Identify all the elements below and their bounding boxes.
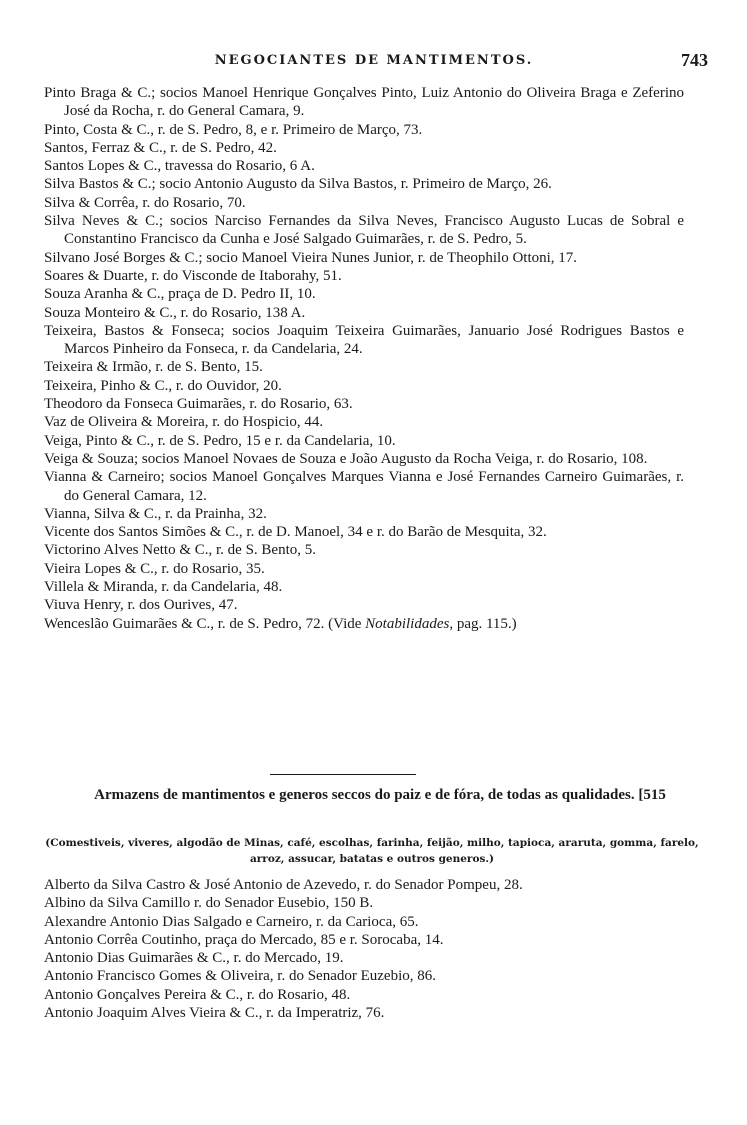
list-item: Antonio Francisco Gomes & Oliveira, r. do Senador Euzebio, 86. <box>44 968 437 985</box>
running-title: NEGOCIANTES DE MANTIMENTOS. <box>214 53 534 68</box>
list-item: Albino da Silva Camillo r. do Senador Eusebio, 150 B. <box>44 895 374 912</box>
list-item: Victorino Alves Netto & C., r. de S. Bento, 5. <box>44 542 316 559</box>
list-item: Silva & Corrêa, r. do Rosario, 70. <box>44 194 246 211</box>
list-item: Vieira Lopes & C., r. do Rosario, 35. <box>44 560 265 577</box>
page-number: 743 <box>681 50 708 70</box>
page-header <box>40 50 708 74</box>
warehouse-list <box>44 876 684 1022</box>
list-item: Santos Lopes & C., travessa do Rosario, 6 A. <box>44 158 315 175</box>
list-item: Veiga, Pinto & C., r. de S. Pedro, 15 e r. da Candelaria, 10. <box>44 432 396 449</box>
section-heading: Armazens de mantimentos e generos seccos do paiz e de fóra, de todas as qualidades. [515 <box>94 787 666 803</box>
list-item: Vianna, Silva & C., r. da Prainha, 32. <box>44 505 267 522</box>
list-item: Viuva Henry, r. dos Ourives, 47. <box>44 597 238 614</box>
list-item: Teixeira & Irmão, r. de S. Bento, 15. <box>44 359 263 376</box>
last-entry-tail: , pag. 115.) <box>449 615 517 632</box>
last-entry-text: Wenceslão Guimarães & C., r. de S. Pedro, 72. (Vide <box>44 615 362 632</box>
list-item: Villela & Miranda, r. da Candelaria, 48. <box>44 579 283 596</box>
list-item: Souza Aranha & C., praça de D. Pedro II, 10. <box>44 286 316 303</box>
section-divider <box>270 774 416 775</box>
list-item: Silvano José Borges & C.; socio Manoel Vieira Nunes Junior, r. de Theophilo Ottoni, 17. <box>44 249 578 266</box>
merchant-list <box>44 84 684 633</box>
section-note: (Comestiveis, viveres, algodão de Minas, café, escolhas, farinha, feijão, milho, tapioca, araruta, gomma, farelo, arroz, assucar, batatas e outros generos.) <box>45 837 699 865</box>
list-item-last <box>44 615 684 633</box>
list-item: Alberto da Silva Castro & José Antonio de Azevedo, r. do Senador Pompeu, 28. <box>44 877 523 893</box>
list-item: Antonio Gonçalves Pereira & C., r. do Rosario, 48. <box>44 986 351 1003</box>
list-item: Antonio Corrêa Coutinho, praça do Mercado, 85 e r. Sorocaba, 14. <box>44 931 444 948</box>
list-item: Antonio Dias Guimarães & C., r. do Mercado, 19. <box>44 950 344 967</box>
list-item: Theodoro da Fonseca Guimarães, r. do Rosario, 63. <box>44 396 353 413</box>
list-item: Veiga & Souza; socios Manoel Novaes de Souza e João Augusto da Rocha Veiga, r. do Rosario, 108. <box>44 450 648 467</box>
list-item: Silva Bastos & C.; socio Antonio Augusto da Silva Bastos, r. Primeiro de Março, 26. <box>44 176 552 193</box>
list-item: Teixeira, Pinho & C., r. do Ouvidor, 20. <box>44 377 282 394</box>
list-item: Vicente dos Santos Simões & C., r. de D. Manoel, 34 e r. do Barão de Mesquita, 32. <box>44 524 547 541</box>
list-item: Silva Neves & C.; socios Narciso Fernandes da Silva Neves, Francisco Augusto Lucas de Sobral e Constantino Francisco da Cunha e José Salgado Guimarães, r. de S. Pedro, 5. <box>44 213 684 248</box>
list-item: Souza Monteiro & C., r. do Rosario, 138 A. <box>44 304 306 321</box>
list-item: Soares & Duarte, r. do Visconde de Itaborahy, 51. <box>44 267 342 284</box>
list-item: Pinto, Costa & C., r. de S. Pedro, 8, e r. Primeiro de Março, 73. <box>44 121 423 138</box>
list-item: Pinto Braga & C.; socios Manoel Henrique Gonçalves Pinto, Luiz Antonio do Oliveira Braga e Zeferino José da Rocha, r. do General Camara, 9. <box>44 85 684 120</box>
list-item: Alexandre Antonio Dias Salgado e Carneiro, r. da Carioca, 65. <box>44 913 419 930</box>
list-item: Vianna & Carneiro; socios Manoel Gonçalves Marques Vianna e José Fernandes Carneiro Guimarães, r. do General Camara, 12. <box>44 469 684 504</box>
cross-reference: Notabilidades <box>365 615 450 632</box>
list-item: Vaz de Oliveira & Moreira, r. do Hospicio, 44. <box>44 414 324 431</box>
list-item: Antonio Joaquim Alves Vieira & C., r. da Imperatriz, 76. <box>44 1005 385 1022</box>
list-item: Santos, Ferraz & C., r. de S. Pedro, 42. <box>44 139 277 156</box>
list-item: Teixeira, Bastos & Fonseca; socios Joaquim Teixeira Guimarães, Januario José Rodrigues Bastos e Marcos Pinheiro da Fonseca, r. da Candelaria, 24. <box>44 322 684 358</box>
